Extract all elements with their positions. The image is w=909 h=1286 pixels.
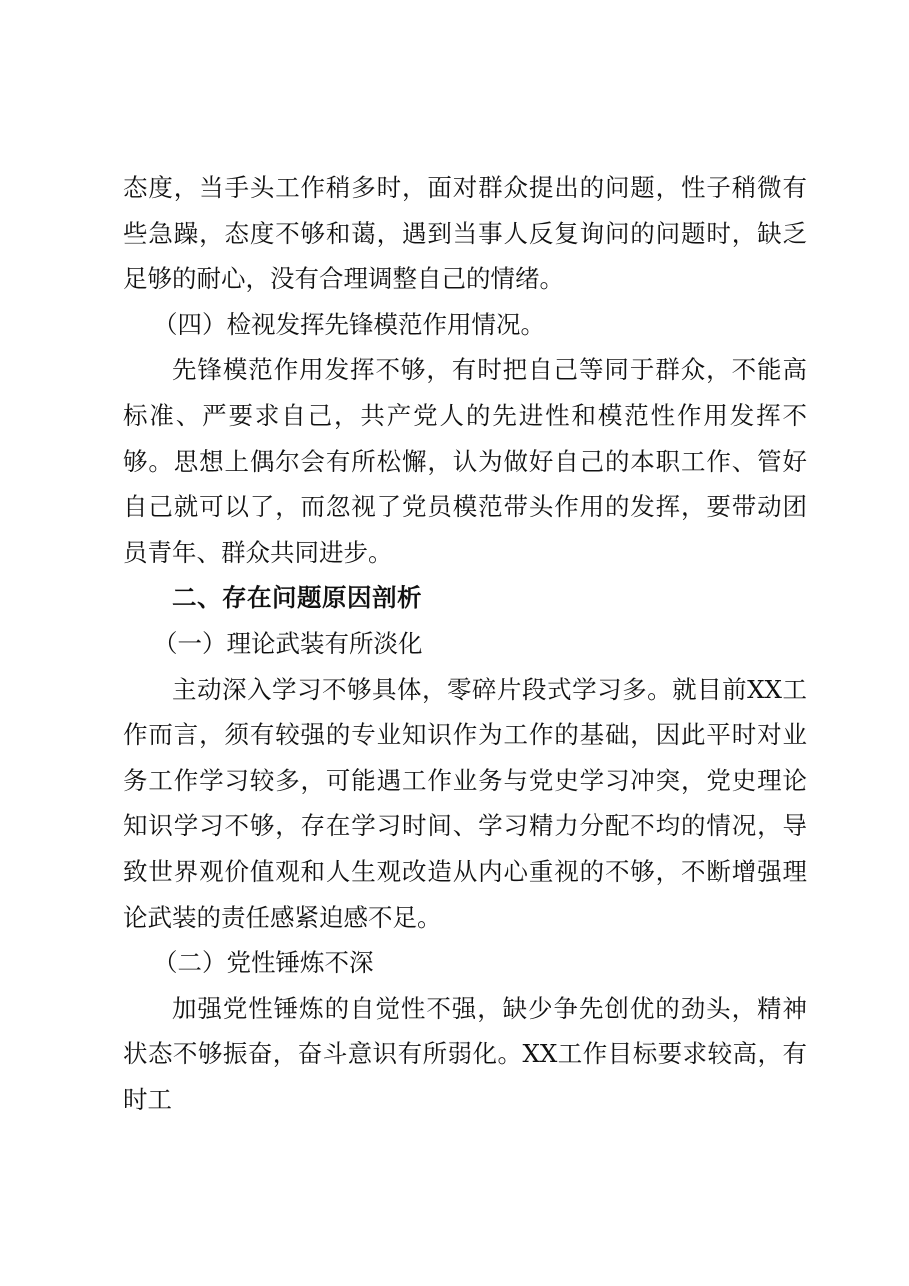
subheading-pioneer-role: （四）检视发挥先锋模范作用情况。	[153, 309, 545, 339]
subheading-theory: （一）理论武装有所淡化	[153, 628, 423, 658]
document-body	[123, 165, 807, 1122]
paragraph-theory: 主动深入学习不够具体，零碎片段式学习多。就目前XX工作而言，须有较强的专业知识作为工作的基础，因此平时对业务工作学习较多，可能遇工作业务与党史学习冲突，党史理论知识学习不够，存在学习时间、学习精力分配不均的情况，导致世界观价值观和人生观改造从内心重视的不够，不断增强理论武装的责任感紧迫感不足。	[123, 674, 807, 932]
subheading-party-spirit: （二）党性锤炼不深	[153, 948, 374, 978]
paragraph-party-spirit: 加强党性锤炼的自觉性不强，缺少争先创优的劲头，精神状态不够振奋，奋斗意识有所弱化。XX工作目标要求较高，有时工	[123, 993, 807, 1114]
paragraph-attitude: 态度，当手头工作稍多时，面对群众提出的问题，性子稍微有些急躁，态度不够和蔼，遇到当事人反复询问的问题时，缺乏足够的耐心，没有合理调整自己的情绪。	[123, 173, 807, 294]
section-heading-cause-analysis: 二、存在问题原因剖析	[172, 583, 422, 613]
paragraph-pioneer-role: 先锋模范作用发挥不够，有时把自己等同于群众，不能高标准、严要求自己，共产党人的先进性和模范性作用发挥不够。思想上偶尔会有所松懈，认为做好自己的本职工作、管好自己就可以了，而忽视了党员模范带头作用的发挥，要带动团员青年、群众共同进步。	[123, 355, 807, 567]
